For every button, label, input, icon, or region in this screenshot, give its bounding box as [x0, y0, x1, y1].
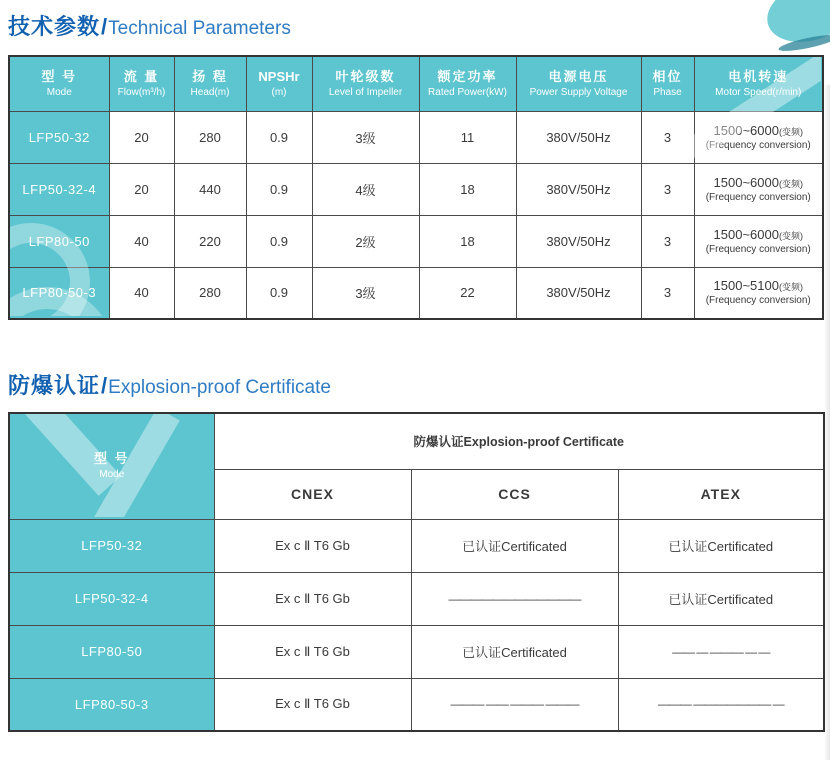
- model-cell: LFP80-50: [9, 215, 109, 267]
- voltage-cell: 380V/50Hz: [516, 163, 641, 215]
- title-divider: /: [101, 14, 108, 39]
- phase-cell: 3: [641, 267, 694, 319]
- npshr-cell: 0.9: [246, 215, 312, 267]
- ccs-cell: ——— —— ——— ———: [411, 678, 618, 731]
- head-cell: 440: [174, 163, 246, 215]
- col-header-phase: 相位 Phase: [641, 56, 694, 111]
- atex-cell: —— — ——— — —: [618, 625, 824, 678]
- section1-title-chinese: 技术参数: [8, 14, 101, 39]
- model-cell: LFP50-32-4: [9, 163, 109, 215]
- ccs-cell: 已认证Certificated: [411, 519, 618, 572]
- cnex-cell: Ex c Ⅱ T6 Gb: [214, 678, 411, 731]
- model-cell: LFP50-32: [9, 519, 214, 572]
- speed-cell: 1500~6000(变频) (Frequency conversion): [694, 163, 823, 215]
- ccs-cell: ————————————: [411, 572, 618, 625]
- table-row: [9, 163, 823, 215]
- col-header-npshr: NPSHr (m): [246, 56, 312, 111]
- table-row: [9, 267, 823, 319]
- impeller-cell: 2级: [312, 215, 419, 267]
- table-row: [9, 215, 823, 267]
- phase-cell: 3: [641, 111, 694, 163]
- flow-cell: 40: [109, 215, 174, 267]
- npshr-cell: 0.9: [246, 111, 312, 163]
- col-header-voltage: 电源电压 Power Supply Voltage: [516, 56, 641, 111]
- model-cell: LFP80-50: [9, 625, 214, 678]
- atex-cell: 已认证Certificated: [618, 572, 824, 625]
- voltage-cell: 380V/50Hz: [516, 111, 641, 163]
- table-row: [9, 678, 824, 731]
- npshr-cell: 0.9: [246, 267, 312, 319]
- col-header-atex: ATEX: [618, 469, 824, 519]
- cnex-cell: Ex c Ⅱ T6 Gb: [214, 572, 411, 625]
- power-cell: 11: [419, 111, 516, 163]
- power-cell: 22: [419, 267, 516, 319]
- col-header-head: 扬 程 Head(m): [174, 56, 246, 111]
- power-cell: 18: [419, 215, 516, 267]
- speed-cell: 1500~6000(变频) (Frequency conversion): [694, 111, 823, 163]
- speed-cell: 1500~5100(变频) (Frequency conversion): [694, 267, 823, 319]
- flow-cell: 20: [109, 163, 174, 215]
- head-cell: 280: [174, 267, 246, 319]
- impeller-cell: 4级: [312, 163, 419, 215]
- cnex-cell: Ex c Ⅱ T6 Gb: [214, 625, 411, 678]
- cnex-cell: Ex c Ⅱ T6 Gb: [214, 519, 411, 572]
- col-header-cnex: CNEX: [214, 469, 411, 519]
- speed-cell: 1500~6000(变频) (Frequency conversion): [694, 215, 823, 267]
- flow-cell: 20: [109, 111, 174, 163]
- impeller-cell: 3级: [312, 267, 419, 319]
- model-cell: LFP50-32: [9, 111, 109, 163]
- section1-title-english: Technical Parameters: [108, 18, 291, 39]
- flow-cell: 40: [109, 267, 174, 319]
- col-header-impeller: 叶轮级数 Level of Impeller: [312, 56, 419, 111]
- section2-title-chinese: 防爆认证: [8, 373, 101, 398]
- col-header-model: 型 号 Mode: [9, 56, 109, 111]
- ccs-cell: 已认证Certificated: [411, 625, 618, 678]
- table-row: [9, 519, 824, 572]
- technical-parameters-table: [8, 55, 824, 320]
- section1-title: [8, 10, 291, 41]
- voltage-cell: 380V/50Hz: [516, 215, 641, 267]
- col-header-flow: 流 量 Flow(m³/h): [109, 56, 174, 111]
- corner-swoosh-decoration: [759, 0, 830, 52]
- voltage-cell: 380V/50Hz: [516, 267, 641, 319]
- model-cell: LFP80-50-3: [9, 267, 109, 319]
- section2-title: [8, 369, 331, 400]
- table-row: [9, 625, 824, 678]
- certificate-group-header: 防爆认证Explosion-proof Certificate: [214, 413, 824, 469]
- col-header-motor-speed: 电机转速 Motor Speed(r/min): [694, 56, 823, 111]
- model-cell: LFP80-50-3: [9, 678, 214, 731]
- atex-cell: 已认证Certificated: [618, 519, 824, 572]
- explosion-proof-certificate-table: [8, 412, 825, 732]
- npshr-cell: 0.9: [246, 163, 312, 215]
- col-header-ccs: CCS: [411, 469, 618, 519]
- phase-cell: 3: [641, 163, 694, 215]
- model-cell: LFP50-32-4: [9, 572, 214, 625]
- table-row: [9, 572, 824, 625]
- corner-swoosh-line-decoration: [778, 32, 830, 54]
- table-row: [9, 111, 823, 163]
- col-header-rated-power: 额定功率 Rated Power(kW): [419, 56, 516, 111]
- head-cell: 280: [174, 111, 246, 163]
- atex-cell: ——— ——————— —: [618, 678, 824, 731]
- col-header-model: 型 号 Mode: [9, 413, 214, 519]
- head-cell: 220: [174, 215, 246, 267]
- impeller-cell: 3级: [312, 111, 419, 163]
- title-divider: /: [101, 373, 108, 398]
- section2-title-english: Explosion-proof Certificate: [108, 377, 331, 398]
- power-cell: 18: [419, 163, 516, 215]
- phase-cell: 3: [641, 215, 694, 267]
